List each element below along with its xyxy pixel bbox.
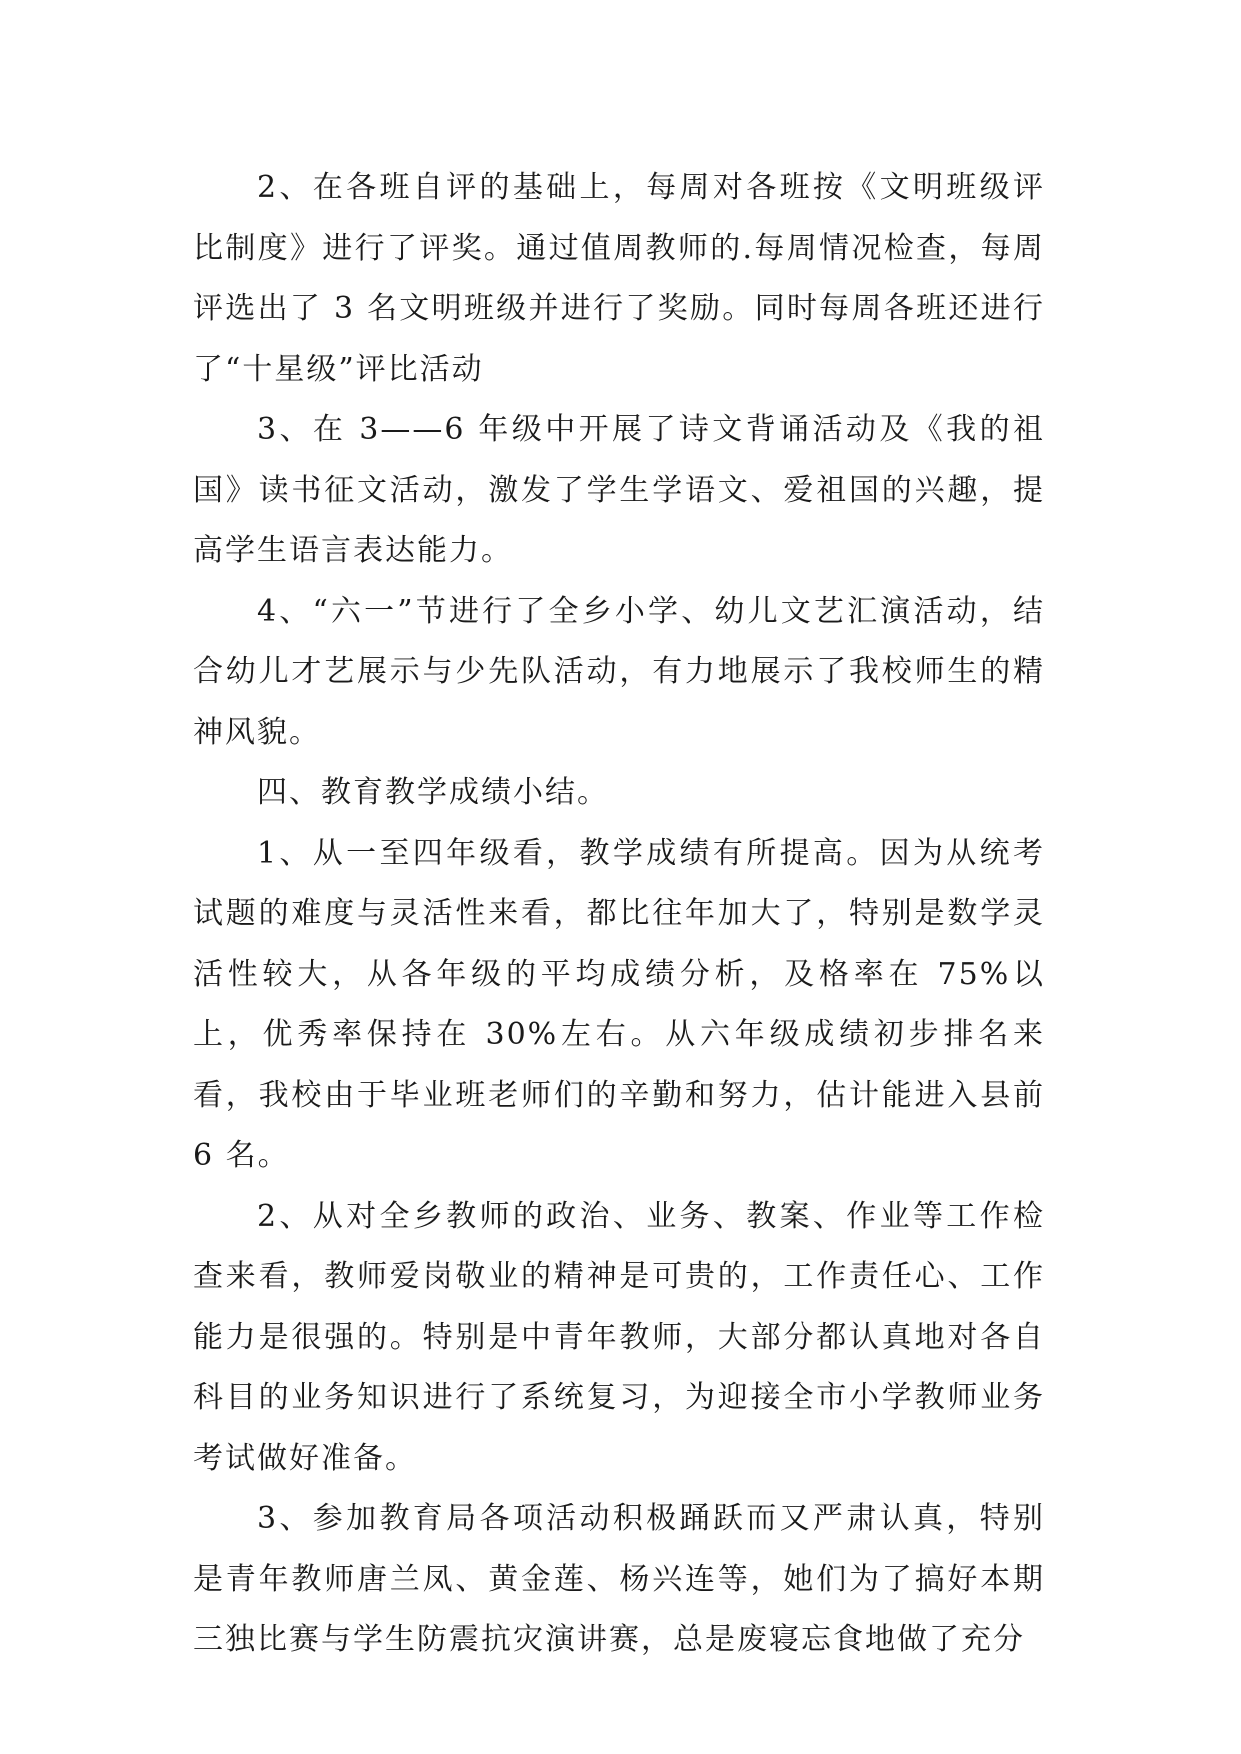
paragraph-bureau-activities: 3、参加教育局各项活动积极踊跃而又严肃认真，特别是青年教师唐兰凤、黄金莲、杨兴连等，她们为了搞好本期三独比赛与学生防震抗灾演讲赛，总是废寝忘食地做了充分 xyxy=(193,1501,1045,1657)
section-heading-teaching-results: 四、教育教学成绩小结。 xyxy=(257,775,609,810)
paragraph-grade-results: 1、从一至四年级看，教学成绩有所提高。因为从统考试题的难度与灵活性来看，都比往年加大了，特别是数学灵活性较大，从各年级的平均成绩分析，及格率在 75%以上，优秀率保持在 30%左右。从六年级成绩初步排名来看，我校由于毕业班老师们的辛勤和努力，估计能进入县前 6 名。 xyxy=(193,835,1045,1173)
paragraph-poetry-recitation: 3、在 3——6 年级中开展了诗文背诵活动及《我的祖国》读书征文活动，激发了学生学语文、爱祖国的兴趣，提高学生语言表达能力。 xyxy=(193,412,1045,568)
paragraph-civilized-class-evaluation: 2、在各班自评的基础上，每周对各班按《文明班级评比制度》进行了评奖。通过值周教师的.每周情况检查，每周评选出了 3 名文明班级并进行了奖励。同时每周各班还进行了“十星级”评比活动 xyxy=(193,170,1045,387)
paragraph-teacher-inspection: 2、从对全乡教师的政治、业务、教案、作业等工作检查来看，教师爱岗敬业的精神是可贵的，工作责任心、工作能力是很强的。特别是中青年教师，大部分都认真地对各自科目的业务知识进行了系统复习，为迎接全市小学教师业务考试做好准备。 xyxy=(193,1198,1045,1476)
body-text xyxy=(193,158,1045,1671)
paragraph-childrens-day-performance: 4、“六一”节进行了全乡小学、幼儿文艺汇演活动，结合幼儿才艺展示与少先队活动，有力地展示了我校师生的精神风貌。 xyxy=(193,593,1045,750)
